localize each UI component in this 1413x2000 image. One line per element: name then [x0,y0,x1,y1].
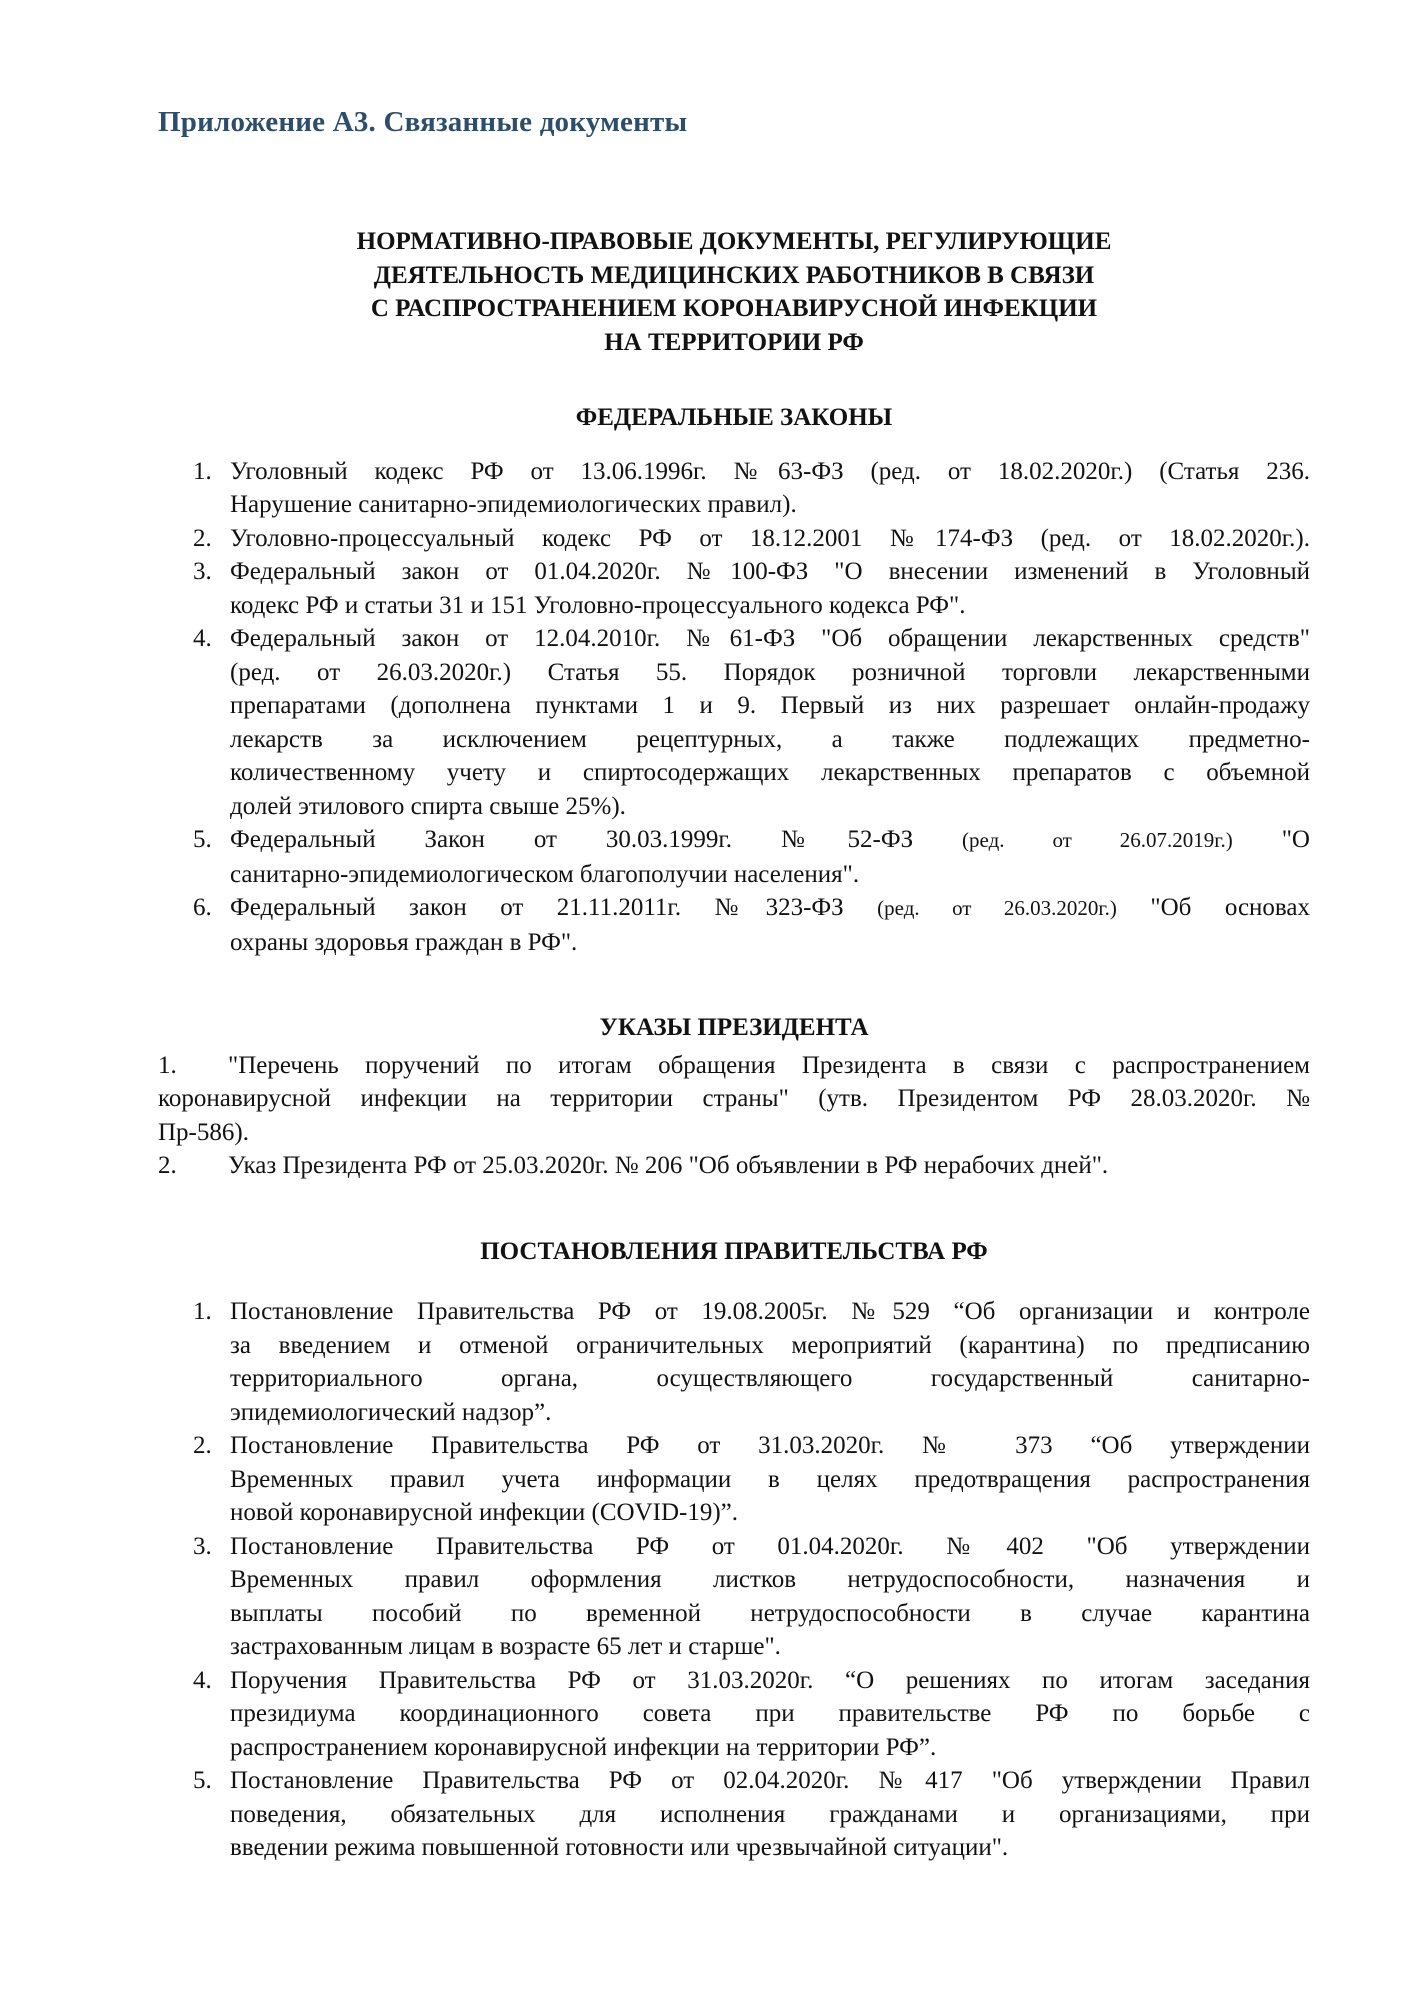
text-segment: президиума координационного совета при правительстве РФ по борьбе с [230,1700,1310,1727]
list-item-line [230,1697,1310,1731]
text-segment: поведения, обязательных для исполнения гражданами и организациями, при [230,1800,1310,1828]
list-item [158,1149,1310,1183]
section-heading: УКАЗЫ ПРЕЗИДЕНТА [599,1014,869,1041]
list-item [158,1049,1310,1150]
list-item-line [230,1630,1310,1664]
list-item-line [230,723,1310,757]
text-segment: количественному учету и спиртосодержащих лекарственных препаратов с объемной [230,759,1310,786]
list-item [158,1295,1310,1429]
list-item-number: 1. [193,457,212,485]
list-item [158,1429,1310,1530]
text-segment: (ред. от 26.07.2019г.) [962,828,1233,852]
text-segment: препаратами (дополнена пунктами 1 и 9. Первый из них разрешает онлайн-продажу [230,692,1310,719]
main-heading [158,225,1310,359]
text-segment: Уголовный кодекс РФ от 13.06.1996г. №63-ФЗ (ред. от 18.02.2020г.) (Статья 236. [230,457,1310,485]
list-item-line [193,1530,1310,1564]
list-item [158,1664,1310,1765]
text-segment: долей этилового спирта свыше 25%). [230,792,626,820]
list-item [158,1530,1310,1664]
list-item-line [230,1496,1310,1530]
list-item-line [193,622,1310,656]
list-item-line [158,1116,1310,1150]
list-item-number: 3. [193,1532,212,1560]
list-item-number: 2. [193,1432,212,1459]
text-segment: охраны здоровья граждан в РФ". [230,928,578,956]
list-item-line [193,522,1310,556]
list-item-number: 2. [158,1152,177,1179]
list-item-line [158,1049,1310,1083]
document-list [158,1049,1310,1183]
list-item-line [230,589,1310,623]
list-item [158,1764,1310,1865]
list-item-line [230,1798,1310,1832]
main-heading-line: НОРМАТИВНО-ПРАВОВЫЕ ДОКУМЕНТЫ, РЕГУЛИРУЮЩИЕ [356,228,1112,255]
text-segment: Постановление Правительства РФ от 01.04.2020г. №402 "Об утверждении [230,1532,1310,1560]
text-segment: распространением коронавирусной инфекции на территории РФ”. [230,1733,937,1761]
list-item [158,555,1310,622]
list-item-line [230,1396,1310,1430]
document-list [158,1295,1310,1865]
document-list [158,455,1310,960]
text-segment: Уголовно-процессуальный кодекс РФ от 18.12.2001 №174-ФЗ (ред. от 18.02.2020г.). [230,524,1310,552]
list-item-number: 1. [158,1051,177,1079]
list-item-line [193,455,1310,489]
text-segment: выплаты пособий по временной нетрудоспособности в случае карантина [230,1599,1310,1627]
list-item-number: 1. [193,1298,212,1325]
text-segment: "Об основах [1116,894,1310,921]
text-segment: новой коронавирусной инфекции (COVID-19)”. [230,1499,739,1526]
section-heading: ПОСТАНОВЛЕНИЯ ПРАВИТЕЛЬСТВА РФ [480,1237,988,1265]
page-title: Приложение А3. Связанные документы [158,106,688,138]
list-item-line [230,790,1310,824]
text-segment: застрахованным лицам в возрасте 65 лет и старше". [230,1633,781,1660]
list-item [158,455,1310,522]
text-segment: Нарушение санитарно-эпидемиологических правил). [230,491,797,518]
text-segment: эпидемиологический надзор”. [230,1398,552,1426]
list-item-number: 5. [193,1767,212,1794]
text-segment: за введением и отменой ограничительных мероприятий (карантина) по предписанию [230,1331,1310,1359]
text-segment: Постановление Правительства РФ от 02.04.2020г. №417 "Об утверждении Правил [230,1767,1310,1794]
text-segment: территориального органа, осуществляющего государственный санитарно- [230,1365,1310,1392]
list-item-line [230,1362,1310,1396]
list-item-line [230,1597,1310,1631]
list-item [158,622,1310,823]
sections-container [158,401,1310,1865]
list-item-number: 6. [193,894,212,921]
list-item [158,891,1310,959]
text-segment: санитарно-эпидемиологическом благополучии населения". [230,860,860,888]
list-item-line [193,1764,1310,1798]
list-item-line [193,1295,1310,1329]
text-segment: Федеральный закон от 12.04.2010г. №61-ФЗ "Об обращении лекарственных средств" [230,625,1310,652]
list-item [158,522,1310,556]
text-segment: (ред. от 26.03.2020г.) Статья 55. Порядок розничной торговли лекарственными [230,658,1310,686]
text-segment: "О [1232,826,1310,853]
list-item-number: 3. [193,558,212,585]
list-item-line [193,1664,1310,1698]
text-segment: Поручения Правительства РФ от 31.03.2020г. “О решениях по итогам заседания [230,1666,1310,1694]
list-item-line [193,823,1310,858]
text-segment: Указ Президента РФ от 25.03.2020г. № 206 "Об объявлении в РФ нерабочих дней". [228,1152,1109,1179]
list-item-line [158,1082,1310,1116]
list-item-number: 4. [193,625,212,652]
text-segment: Федеральный закон от 01.04.2020г. №100-ФЗ "О внесении изменений в Уголовный [230,558,1310,585]
list-item-line [230,488,1310,522]
list-item-number: 2. [193,524,212,552]
text-segment: введении режима повышенной готовности или чрезвычайной ситуации". [230,1834,1009,1861]
main-heading-line: ДЕЯТЕЛЬНОСТЬ МЕДИЦИНСКИХ РАБОТНИКОВ В СВЯЗИ [373,261,1095,289]
list-item-line [230,1831,1310,1865]
section-heading: ФЕДЕРАЛЬНЫЕ ЗАКОНЫ [575,404,893,431]
text-segment: Постановление Правительства РФ от 19.08.2005г. №529 “Об организации и контроле [230,1298,1310,1325]
text-segment: Федеральный закон от 21.11.2011г. №323-ФЗ [230,894,878,921]
list-item [158,823,1310,891]
main-heading-line: С РАСПРОСТРАНЕНИЕМ КОРОНАВИРУСНОЙ ИНФЕКЦИИ [370,295,1098,322]
text-segment: "Перечень поручений по итогам обращения Президента в связи с распространением [228,1051,1310,1079]
list-item-line [193,1429,1310,1463]
list-item-line [193,555,1310,589]
text-segment: Временных правил учета информации в целях предотвращения распространения [230,1465,1310,1493]
main-heading-line: НА ТЕРРИТОРИИ РФ [604,328,864,356]
text-segment: Постановление Правительства РФ от 31.03.2020г. № 373 “Об утверждении [230,1432,1310,1459]
list-item-line [158,1149,1310,1183]
text-segment: коронавирусной инфекции на территории страны" (утв. Президентом РФ 28.03.2020г. № [158,1085,1310,1112]
text-segment: Временных правил оформления листков нетрудоспособности, назначения и [230,1566,1310,1593]
list-item-line [230,656,1310,690]
list-item-line [230,858,1310,892]
text-segment: Федеральный Закон от 30.03.1999г. №52-ФЗ [230,826,963,853]
text-segment: кодекс РФ и статьи 31 и 151 Уголовно-процессуального кодекса РФ". [230,591,966,619]
list-item-number: 4. [193,1666,212,1694]
list-item-line [193,891,1310,926]
list-item-line [230,1463,1310,1497]
list-item-line [230,1563,1310,1597]
text-segment: (ред. от 26.03.2020г.) [877,896,1117,920]
list-item-line [230,756,1310,790]
list-item-line [230,689,1310,723]
list-item-line [230,926,1310,960]
list-item-line [230,1731,1310,1765]
text-segment: Пр-586). [158,1118,249,1146]
text-segment: лекарств за исключением рецептурных, а также подлежащих предметно- [230,725,1310,753]
list-item-number: 5. [193,826,212,853]
list-item-line [230,1329,1310,1363]
